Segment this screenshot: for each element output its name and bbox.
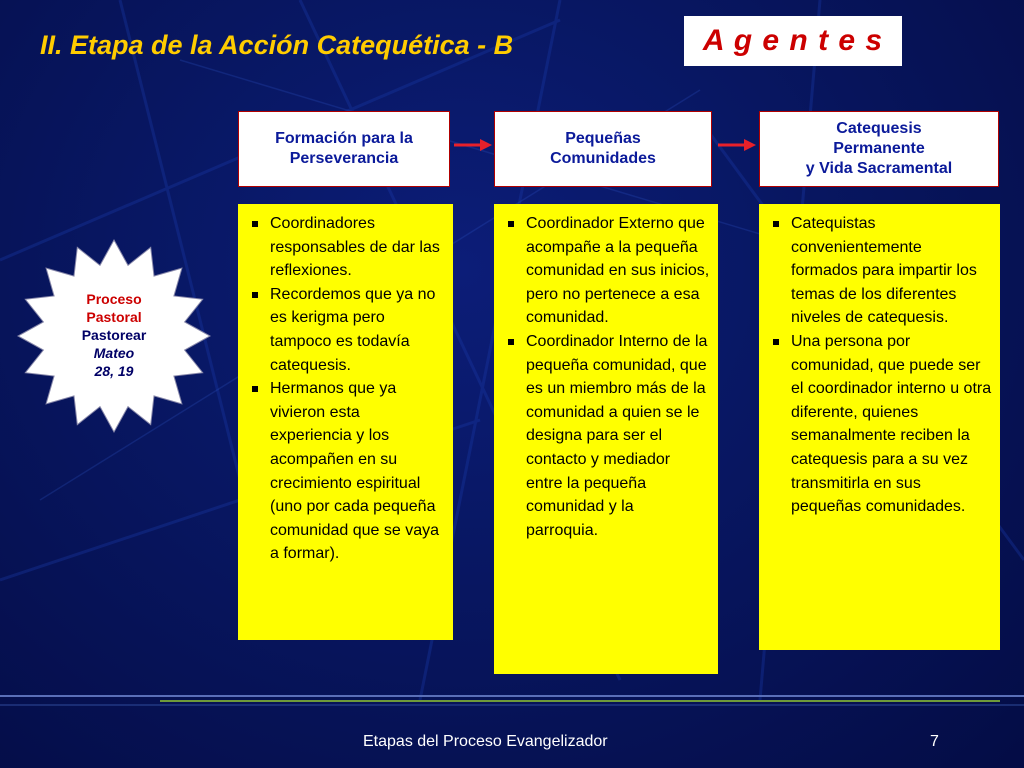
agentes-badge: A g e n t e s — [684, 16, 902, 66]
list-item: Coordinadores responsables de dar las reflexiones. — [248, 212, 445, 283]
footer-divider — [0, 690, 1024, 710]
footer-title: Etapas del Proceso Evangelizador — [363, 733, 608, 750]
list-item: Hermanos que ya vivieron esta experiencia y los acompañen en su crecimiento espiritual (uno por cada pequeña comunidad que se vaya a formar). — [248, 377, 445, 566]
bullet-list — [769, 212, 992, 519]
starburst-line-pastorear: Pastorear — [81, 327, 147, 343]
stage-body-catequesis — [759, 204, 1000, 650]
stage-header-comunidades: Pequeñas Comunidades — [494, 111, 712, 187]
stage-header-formacion: Formación para la Perseverancia — [238, 111, 450, 187]
stage-body-comunidades — [494, 204, 718, 674]
starburst-label — [44, 290, 184, 380]
starburst-line-pastoral: Pastoral — [86, 309, 142, 325]
starburst-line-proceso: Proceso — [86, 291, 142, 307]
bullet-list — [504, 212, 710, 542]
list-item: Una persona por comunidad, que puede ser el coordinador interno u otra diferente, quienes semanalmente reciben la catequesis para a su vez transmitirla en sus pequeñas comunidades. — [769, 330, 992, 519]
list-item: Coordinador Interno de la pequeña comunidad, que es un miembro más de la comunidad a quien se le designa para ser el contacto y mediador entre la pequeña comunidad y la parroquia. — [504, 330, 710, 542]
list-item: Catequistas convenientemente formados para impartir los temas de los diferentes niveles de catequesis. — [769, 212, 992, 330]
bullet-list — [248, 212, 445, 566]
stage-body-formacion — [238, 204, 453, 640]
stage-header-catequesis: Catequesis Permanente y Vida Sacramental — [759, 111, 999, 187]
list-item: Recordemos que ya no es kerigma pero tampoco es todavía catequesis. — [248, 283, 445, 377]
right-arrow-icon — [716, 136, 758, 154]
page-number: 7 — [930, 733, 939, 750]
right-arrow-icon — [452, 136, 494, 154]
starburst-line-mateo: Mateo — [93, 345, 135, 361]
slide-title: II. Etapa de la Acción Catequética - B — [40, 30, 514, 60]
starburst-line-verse: 28, 19 — [94, 363, 134, 379]
list-item: Coordinador Externo que acompañe a la pequeña comunidad en sus inicios, pero no pertenece a esa comunidad. — [504, 212, 710, 330]
